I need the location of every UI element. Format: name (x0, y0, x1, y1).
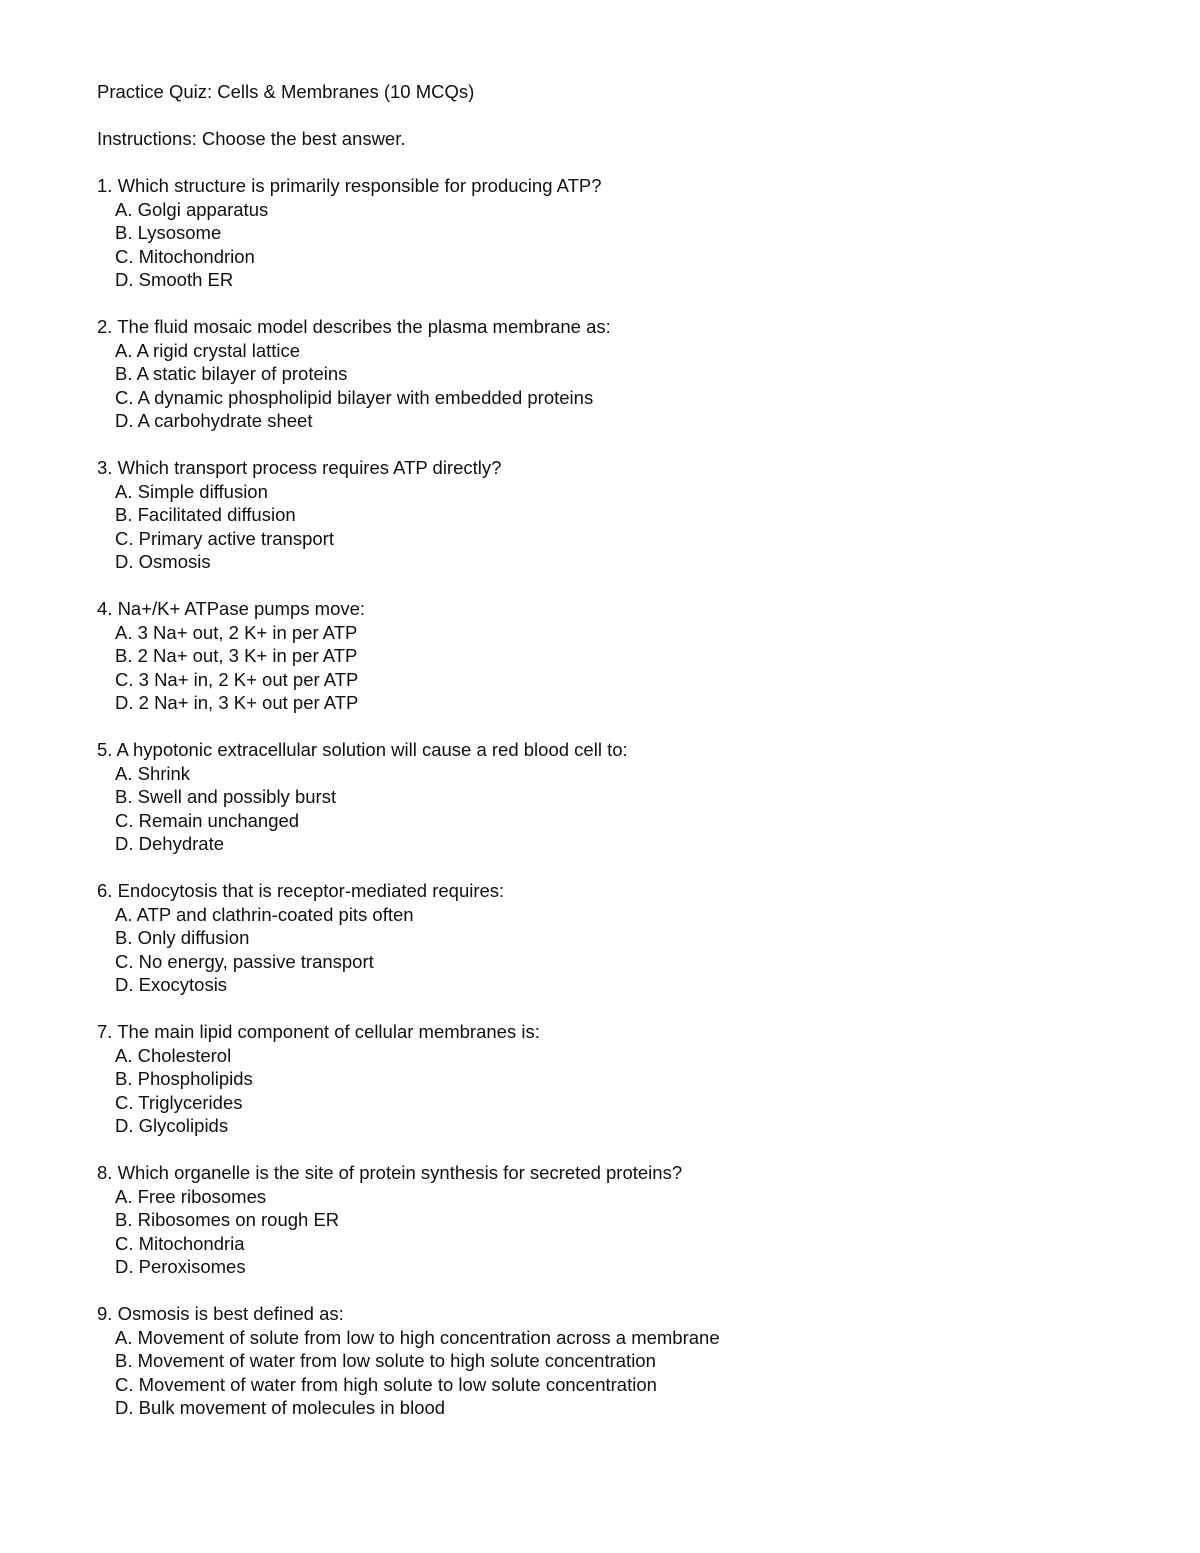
question-9 (97, 1302, 1137, 1420)
answer-option-c: C. Primary active transport (115, 527, 334, 549)
question-5 (97, 738, 1137, 856)
answer-options (97, 480, 1137, 574)
question-stem: 9. Osmosis is best defined as: (97, 1303, 344, 1324)
answer-options (97, 1044, 1137, 1138)
answer-options (97, 903, 1137, 997)
question-2 (97, 315, 1137, 433)
answer-option-b: B. Only diffusion (115, 927, 250, 948)
answer-options (97, 198, 1137, 292)
question-stem: 5. A hypotonic extracellular solution will cause a red blood cell to: (97, 739, 628, 760)
question-stem: 6. Endocytosis that is receptor-mediated requires: (97, 880, 505, 901)
answer-option-a: A. 3 Na+ out, 2 K+ in per ATP (115, 621, 358, 643)
answer-option-b: B. Ribosomes on rough ER (115, 1209, 340, 1230)
answer-option-b: B. Lysosome (115, 222, 222, 243)
answer-option-c: C. Mitochondrion (115, 245, 255, 267)
question-4 (97, 597, 1137, 715)
question-stem: 2. The fluid mosaic model describes the plasma membrane as: (97, 316, 611, 337)
answer-option-d: D. 2 Na+ in, 3 K+ out per ATP (115, 692, 359, 713)
answer-options (97, 762, 1137, 856)
question-stem: 4. Na+/K+ ATPase pumps move: (97, 598, 366, 619)
answer-option-c: C. Mitochondria (115, 1232, 245, 1254)
answer-option-d: D. Glycolipids (115, 1115, 229, 1136)
answer-option-b: B. Phospholipids (115, 1068, 253, 1089)
answer-option-d: D. Osmosis (115, 551, 211, 572)
answer-options (97, 339, 1137, 433)
answer-option-b: B. Movement of water from low solute to high solute concentration (115, 1350, 656, 1371)
question-1 (97, 174, 1137, 292)
answer-option-c: C. Triglycerides (115, 1091, 243, 1113)
question-stem: 3. Which transport process requires ATP directly? (97, 457, 502, 478)
answer-option-a: A. Cholesterol (115, 1044, 232, 1066)
answer-option-b: B. A static bilayer of proteins (115, 363, 348, 384)
answer-option-c: C. Remain unchanged (115, 809, 300, 831)
answer-option-d: D. A carbohydrate sheet (115, 410, 313, 431)
answer-options (97, 621, 1137, 715)
answer-option-a: A. Free ribosomes (115, 1185, 267, 1207)
answer-option-a: A. A rigid crystal lattice (115, 339, 301, 361)
answer-option-a: A. Simple diffusion (115, 480, 268, 502)
answer-options (97, 1326, 1137, 1420)
question-stem: 7. The main lipid component of cellular membranes is: (97, 1021, 540, 1042)
question-6 (97, 879, 1137, 997)
question-7 (97, 1020, 1137, 1138)
answer-option-a: A. Movement of solute from low to high concentration across a membrane (115, 1326, 720, 1348)
answer-option-d: D. Bulk movement of molecules in blood (115, 1397, 446, 1418)
answer-option-c: C. 3 Na+ in, 2 K+ out per ATP (115, 668, 359, 690)
question-3 (97, 456, 1137, 574)
question-stem: 1. Which structure is primarily responsible for producing ATP? (97, 175, 602, 196)
answer-option-b: B. Swell and possibly burst (115, 786, 337, 807)
answer-options (97, 1185, 1137, 1279)
answer-option-b: B. Facilitated diffusion (115, 504, 296, 525)
quiz-instructions: Instructions: Choose the best answer. (97, 128, 406, 149)
question-stem: 8. Which organelle is the site of protein synthesis for secreted proteins? (97, 1162, 683, 1183)
answer-option-a: A. Shrink (115, 762, 191, 784)
answer-option-a: A. ATP and clathrin-coated pits often (115, 903, 414, 925)
answer-option-d: D. Dehydrate (115, 833, 224, 854)
answer-option-d: D. Smooth ER (115, 269, 234, 290)
answer-option-d: D. Peroxisomes (115, 1256, 246, 1277)
answer-option-c: C. A dynamic phospholipid bilayer with embedded proteins (115, 386, 594, 408)
answer-option-a: A. Golgi apparatus (115, 198, 269, 220)
quiz-page (97, 80, 1137, 1443)
quiz-title: Practice Quiz: Cells & Membranes (10 MCQs) (97, 81, 475, 102)
question-8 (97, 1161, 1137, 1279)
answer-option-b: B. 2 Na+ out, 3 K+ in per ATP (115, 645, 358, 666)
answer-option-d: D. Exocytosis (115, 974, 228, 995)
answer-option-c: C. No energy, passive transport (115, 950, 374, 972)
answer-option-c: C. Movement of water from high solute to low solute concentration (115, 1373, 657, 1395)
